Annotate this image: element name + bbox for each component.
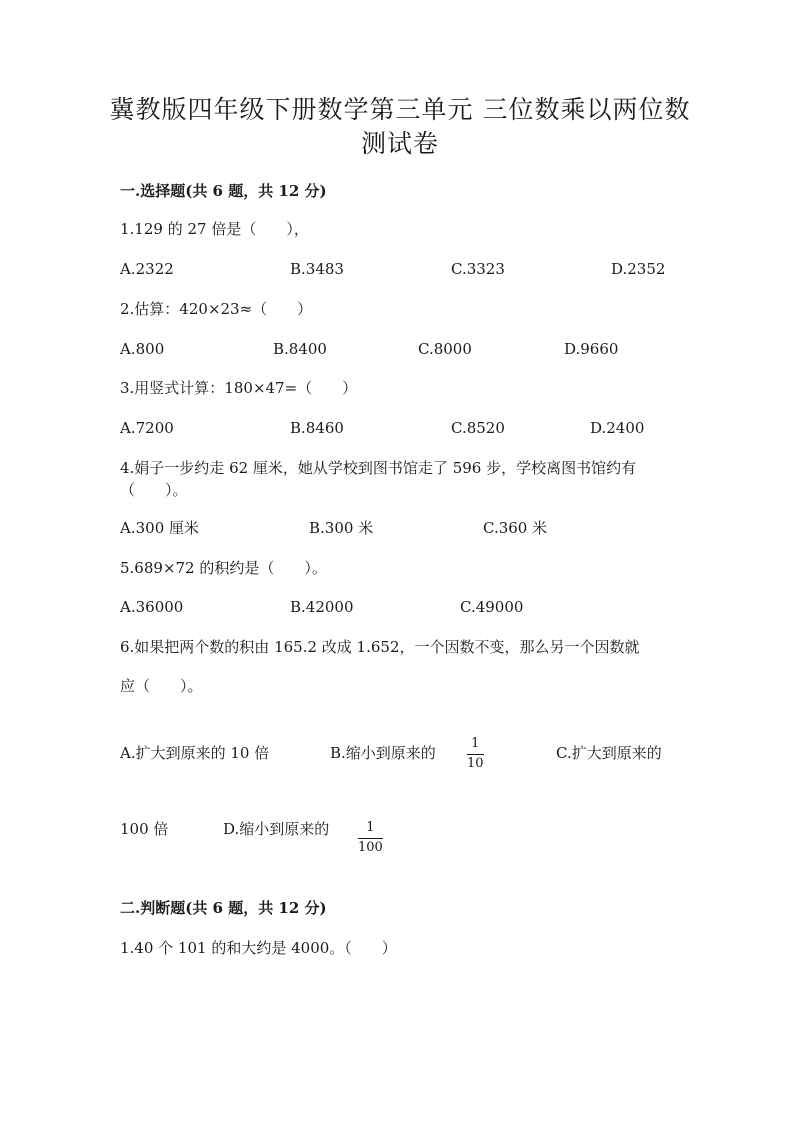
question-6-option-c: C.扩大到原来的 xyxy=(556,744,662,762)
question-1-option-d: D.2352 xyxy=(611,260,666,278)
section-heading-choice: 一.选择题(共 6 题，共 12 分) xyxy=(120,182,327,200)
question-6-option-b-fraction xyxy=(467,737,484,771)
title-line-2: 测试卷 xyxy=(360,129,439,158)
question-5: 5.689×72 的积约是（ ）。 xyxy=(120,559,327,577)
question-2-option-a: A.800 xyxy=(120,340,165,358)
question-6-option-a: A.扩大到原来的 10 倍 xyxy=(120,744,270,762)
question-3-option-d: D.2400 xyxy=(590,419,645,437)
question-6-continuation: 应（ ）。 xyxy=(120,677,203,695)
question-6-option-c-continuation: 100 倍 xyxy=(120,820,169,838)
title-line-1: 冀教版四年级下册数学第三单元 三位数乘以两位数 xyxy=(109,95,691,124)
question-3-option-a: A.7200 xyxy=(120,419,174,437)
question-5-option-c: C.49000 xyxy=(460,598,524,616)
section-heading-judgment: 二.判断题(共 6 题，共 12 分) xyxy=(120,899,327,917)
question-3: 3.用竖式计算：180×47=（ ） xyxy=(120,379,358,397)
question-1-option-c: C.3323 xyxy=(451,260,505,278)
question-2-option-d: D.9660 xyxy=(564,340,619,358)
question-4-option-a: A.300 厘米 xyxy=(120,519,199,537)
question-2: 2.估算：420×23≈（ ） xyxy=(120,300,313,318)
fraction-numerator: 1 xyxy=(471,736,480,751)
question-1: 1.129 的 27 倍是（ ）， xyxy=(120,220,309,238)
question-5-option-a: A.36000 xyxy=(120,598,184,616)
question-6-option-d: D.缩小到原来的 xyxy=(223,820,330,838)
question-6-option-b: B.缩小到原来的 xyxy=(330,744,436,762)
question-1-option-a: A.2322 xyxy=(120,260,174,278)
question-5-option-b: B.42000 xyxy=(290,598,354,616)
question-4-continuation: （ ）。 xyxy=(120,481,188,499)
question-4: 4.娟子一步约走 62 厘米，她从学校到图书馆走了 596 步，学校离图书馆约有 xyxy=(120,459,637,477)
question-6-option-d-fraction xyxy=(358,821,383,855)
question-2-option-b: B.8400 xyxy=(273,340,327,358)
fraction-bar xyxy=(358,838,383,839)
fraction-bar xyxy=(467,754,484,755)
question-2-option-c: C.8000 xyxy=(418,340,472,358)
fraction-denominator: 100 xyxy=(358,840,383,855)
fraction-numerator: 1 xyxy=(366,820,375,835)
judgment-question-1: 1.40 个 101 的和大约是 4000。（ ） xyxy=(120,939,397,957)
fraction-denominator: 10 xyxy=(467,756,484,771)
question-4-option-b: B.300 米 xyxy=(309,519,374,537)
question-4-option-c: C.360 米 xyxy=(483,519,548,537)
question-3-option-b: B.8460 xyxy=(290,419,344,437)
question-6: 6.如果把两个数的积由 165.2 改成 1.652，一个因数不变，那么另一个因数就 xyxy=(120,638,640,656)
question-1-option-b: B.3483 xyxy=(290,260,344,278)
question-3-option-c: C.8520 xyxy=(451,419,505,437)
